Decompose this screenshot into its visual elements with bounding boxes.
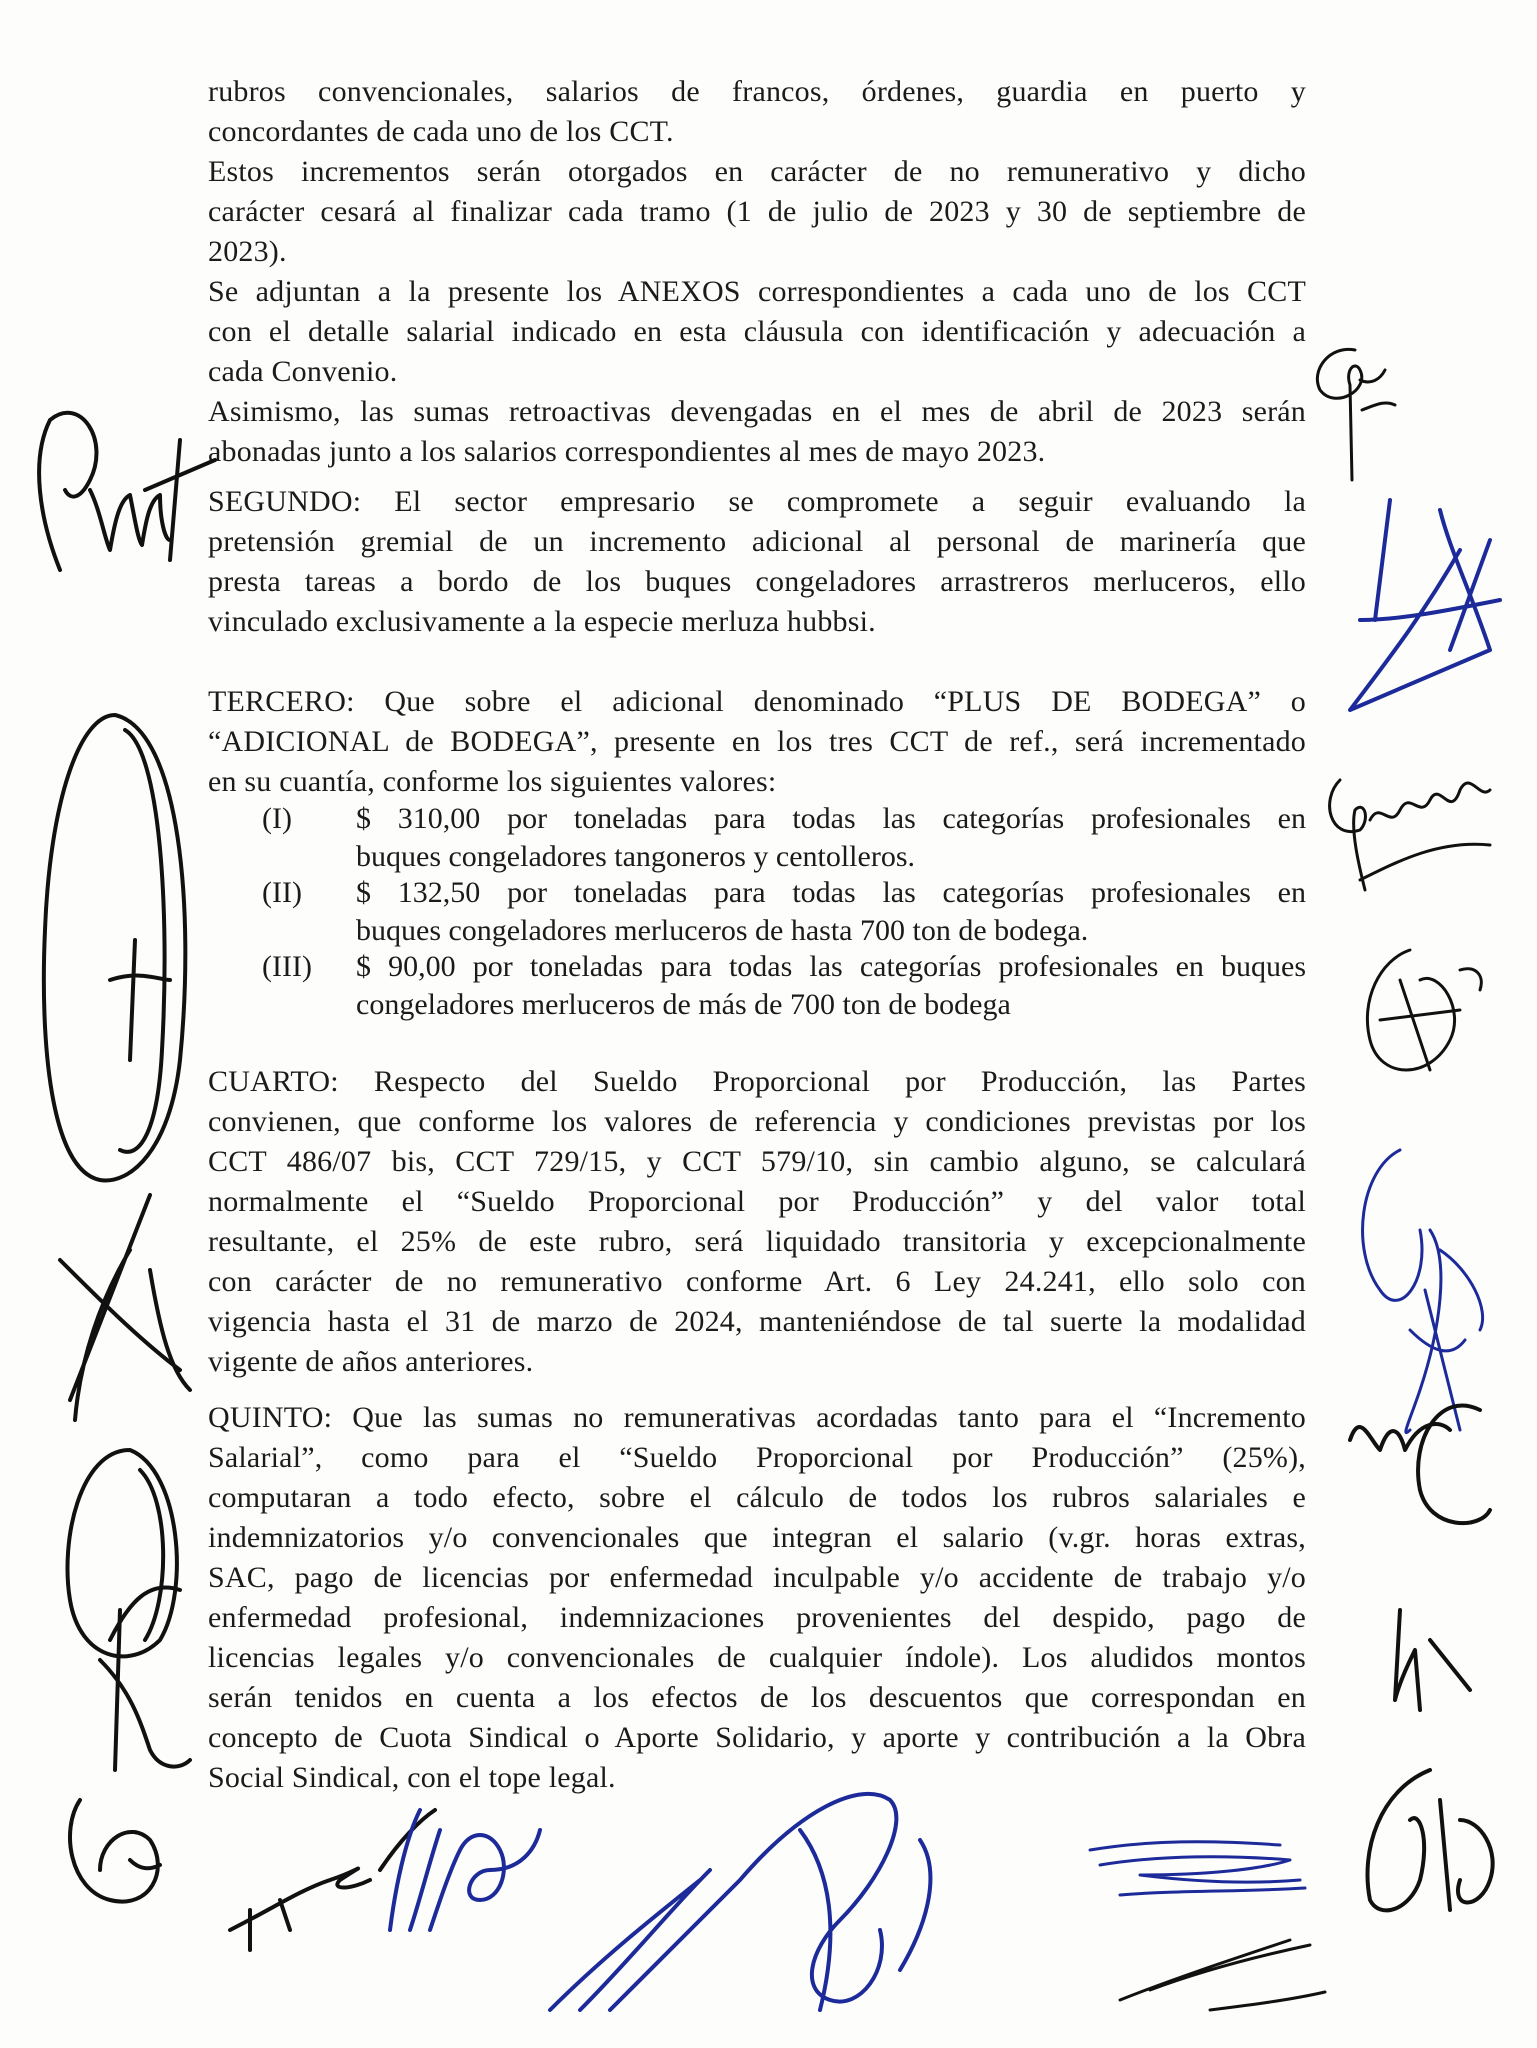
text-line: vigencia hasta el 31 de marzo de 2024, manteniéndose de tal suerte la modalidad bbox=[208, 1305, 1306, 1338]
signature-mark bbox=[1340, 1380, 1500, 1540]
text-line: Salarial”, como para el “Sueldo Proporcional por Producción” (25%), bbox=[208, 1441, 1306, 1474]
text-line: vigente de años anteriores. bbox=[208, 1345, 534, 1378]
text-line: Social Sindical, con el tope legal. bbox=[208, 1761, 616, 1794]
text-line: licencias legales y/o convencionales de cualquier índole). Los aludidos montos bbox=[208, 1641, 1306, 1674]
text-line: vinculado exclusivamente a la especie merluza hubbsi. bbox=[208, 605, 876, 638]
signature-mark bbox=[1370, 1600, 1510, 1740]
text-line: Asimismo, las sumas retroactivas devengadas en el mes de abril de 2023 serán bbox=[208, 395, 1306, 428]
signature-mark bbox=[40, 1190, 210, 1430]
text-line: computaran a todo efecto, sobre el cálculo de todos los rubros salariales e bbox=[208, 1481, 1306, 1514]
item-number: (III) bbox=[262, 950, 312, 983]
text-line: resultante, el 25% de este rubro, será liquidado transitoria y excepcionalmente bbox=[208, 1225, 1306, 1258]
signature-mark bbox=[1110, 1920, 1340, 2020]
signature-mark bbox=[40, 1600, 200, 1930]
text-line: SEGUNDO: El sector empresario se compromete a seguir evaluando la bbox=[208, 485, 1306, 518]
text-line: buques congeladores merluceros de hasta 700 ton de bodega. bbox=[356, 914, 1089, 947]
text-line: Se adjuntan a la presente los ANEXOS correspondientes a cada uno de los CCT bbox=[208, 275, 1306, 308]
signature-mark bbox=[1340, 940, 1510, 1090]
text-line: $ 132,50 por toneladas para todas las categorías profesionales en bbox=[356, 876, 1306, 909]
tercero-clause bbox=[208, 682, 1306, 802]
text-line: 2023). bbox=[208, 235, 287, 268]
text-line: convienen, que conforme los valores de referencia y condiciones previstas por los bbox=[208, 1105, 1306, 1138]
signature-mark bbox=[30, 710, 200, 1190]
signature-mark bbox=[1340, 1760, 1510, 1930]
text-line: serán tenidos en cuenta a los efectos de los descuentos que correspondan en bbox=[208, 1681, 1306, 1714]
text-line: abonadas junto a los salarios correspondientes al mes de mayo 2023. bbox=[208, 435, 1046, 468]
signature-mark bbox=[360, 1790, 550, 1950]
text-line: buques congeladores tangoneros y centolleros. bbox=[356, 840, 915, 873]
text-line: con carácter de no remunerativo conforme Art. 6 Ley 24.241, ello solo con bbox=[208, 1265, 1306, 1298]
text-line: presta tareas a bordo de los buques congeladores arrastreros merluceros, ello bbox=[208, 565, 1306, 598]
signature-mark bbox=[1310, 760, 1510, 900]
text-line: en su cuantía, conforme los siguientes valores: bbox=[208, 765, 777, 798]
text-line: concordantes de cada uno de los CCT. bbox=[208, 115, 674, 148]
text-line: concepto de Cuota Sindical o Aporte Solidario, y aporte y contribución a la Obra bbox=[208, 1721, 1306, 1754]
text-line: cada Convenio. bbox=[208, 355, 398, 388]
text-line: TERCERO: Que sobre el adicional denominado “PLUS DE BODEGA” o bbox=[208, 685, 1306, 718]
text-line: enfermedad profesional, indemnizaciones provenientes del despido, pago de bbox=[208, 1601, 1306, 1634]
signature-mark bbox=[540, 1770, 950, 2030]
segundo-clause bbox=[208, 482, 1306, 642]
text-line: $ 90,00 por toneladas para todas las categorías profesionales en buques bbox=[356, 950, 1306, 983]
text-line: carácter cesará al finalizar cada tramo (1 de julio de 2023 y 30 de septiembre de bbox=[208, 195, 1306, 228]
quinto-clause bbox=[208, 1398, 1306, 1798]
text-line: $ 310,00 por toneladas para todas las categorías profesionales en bbox=[356, 802, 1306, 835]
item-number: (I) bbox=[262, 802, 292, 835]
signature-mark bbox=[1340, 490, 1520, 720]
signature-mark bbox=[1080, 1830, 1320, 1910]
text-line: CUARTO: Respecto del Sueldo Proporcional por Producción, las Partes bbox=[208, 1065, 1306, 1098]
text-line: Estos incrementos serán otorgados en carácter de no remunerativo y dicho bbox=[208, 155, 1306, 188]
item-number: (II) bbox=[262, 876, 302, 909]
text-line: QUINTO: Que las sumas no remunerativas acordadas tanto para el “Incremento bbox=[208, 1401, 1306, 1434]
signature-mark bbox=[20, 400, 220, 580]
text-line: SAC, pago de licencias por enfermedad inculpable y/o accidente de trabajo y/o bbox=[208, 1561, 1306, 1594]
text-line: “ADICIONAL de BODEGA”, presente en los tres CCT de ref., será incrementado bbox=[208, 725, 1306, 758]
text-line: pretensión gremial de un incremento adicional al personal de marinería que bbox=[208, 525, 1306, 558]
text-line: rubros convencionales, salarios de francos, órdenes, guardia en puerto y bbox=[208, 75, 1306, 108]
text-line: con el detalle salarial indicado en esta cláusula con identificación y adecuación a bbox=[208, 315, 1306, 348]
text-line: CCT 486/07 bis, CCT 729/15, y CCT 579/10, sin cambio alguno, se calculará bbox=[208, 1145, 1306, 1178]
text-line: indemnizatorios y/o convencionales que integran el salario (v.gr. horas extras, bbox=[208, 1521, 1306, 1554]
intro-paragraph bbox=[208, 72, 1306, 472]
cuarto-clause bbox=[208, 1062, 1306, 1382]
text-line: normalmente el “Sueldo Proporcional por Producción” y del valor total bbox=[208, 1185, 1306, 1218]
text-line: congeladores merluceros de más de 700 ton de bodega bbox=[356, 988, 1011, 1021]
signature-mark bbox=[1300, 340, 1410, 490]
